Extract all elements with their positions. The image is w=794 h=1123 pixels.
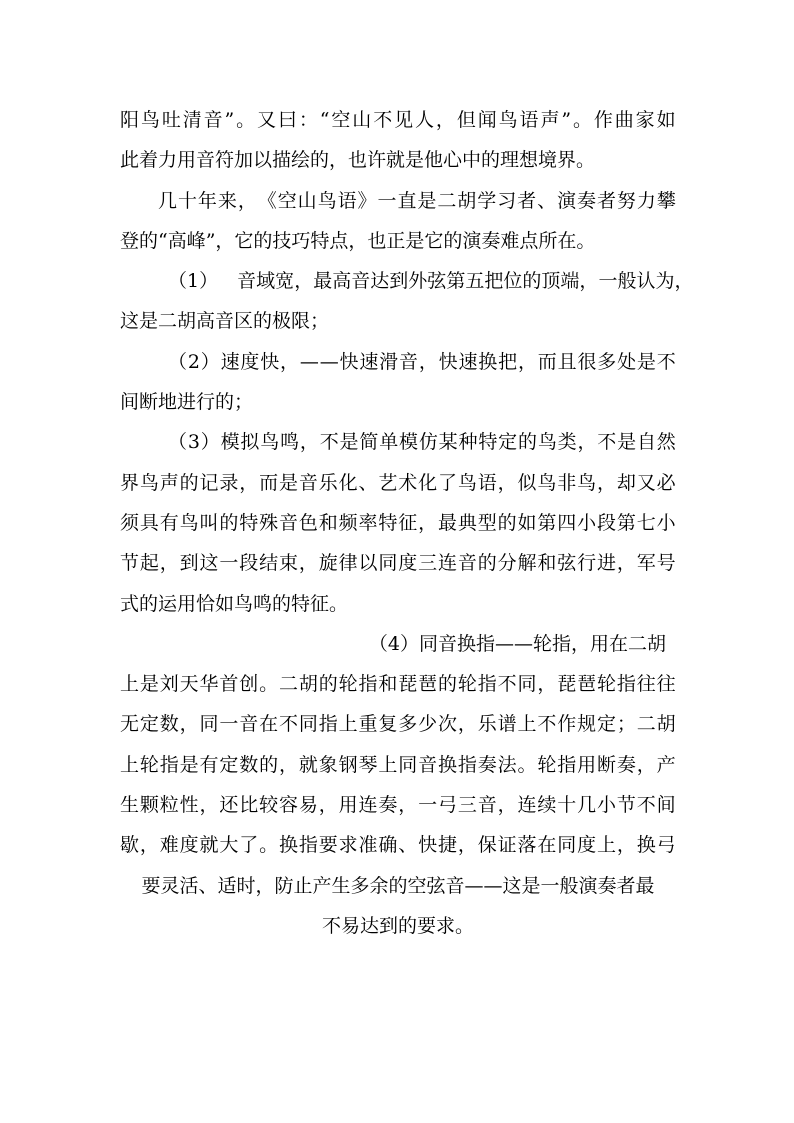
paragraph xyxy=(120,181,676,262)
text-line: 这是二胡高音区的极限； xyxy=(120,310,330,333)
text-line: 界 鸟 声 的 记 录 ， 而 是 音 乐 化 、 艺 术 化 了 鸟 语 ， 似 鸟 非 鸟 ， 却 又 必 xyxy=(120,471,676,494)
text-line: （ 1 ） 音 域 宽 ， 最 高 音 达 到 外 弦 第 五 把 位 的 顶 端 ， 一 般 认 为 ， xyxy=(168,270,694,293)
paragraph xyxy=(120,342,676,423)
text-line: 此着力用音符加以描绘的，也许就是他心中的理想境界。 xyxy=(120,149,596,172)
paragraph xyxy=(120,624,676,946)
text-line: （ 2 ） 速 度 快 ， — — 快 速 滑 音 ， 快 速 换 把 ， 而 且 很 多 处 是 不 xyxy=(168,350,676,373)
text-line: 要灵活、适时，防止产生多余的空弦音——这是一般演奏者最 xyxy=(141,874,655,897)
text-line: 阳 鸟 吐 清 音 ” 。 又 曰 ： “ 空 山 不 见 人 ， 但 闻 鸟 语 声 ” 。 作 曲 家 如 xyxy=(120,109,676,131)
text-line: 生 颗 粒 性 ， 还 比 较 容 易 ， 用 连 奏 ， 一 弓 三 音 ， 连 续 十 几 小 节 不 间 xyxy=(120,794,676,817)
text-line: 节 起 ， 到 这 一 段 结 束 ， 旋 律 以 同 度 三 连 音 的 分 解 和 弦 行 进 ， 军 号 xyxy=(120,552,676,575)
text-line: 几 十 年 来 ， 《 空 山 鸟 语 》 一 直 是 二 胡 学 习 者 、 演 奏 者 努 力 攀 xyxy=(158,189,676,212)
text-line: （4）同音换指——轮指，用在二胡 xyxy=(368,632,666,655)
text-line: 上 轮 指 是 有 定 数 的 ， 就 象 钢 琴 上 同 音 换 指 奏 法 。 轮 指 用 断 奏 ， 产 xyxy=(120,753,676,776)
text-line: 登的“高峰”，它的技巧特点，也正是它的演奏难点所在。 xyxy=(120,229,596,252)
text-line: 歇 ， 难 度 就 大 了 。 换 指 要 求 准 确 、 快 捷 ， 保 证 落 在 同 度 上 ， 换 弓 xyxy=(120,834,676,857)
text-line: 间断地进行的； xyxy=(120,391,254,414)
text-line: 不易达到的要求。 xyxy=(321,914,474,937)
text-line: 无 定 数 ， 同 一 音 在 不 同 指 上 重 复 多 少 次 ， 乐 谱 上 不 作 规 定 ； 二 胡 xyxy=(120,713,676,736)
document-body xyxy=(120,100,694,946)
text-line: 式的运用恰如鸟鸣的特征。 xyxy=(120,592,349,615)
text-line: 须 具 有 鸟 叫 的 特 殊 音 色 和 频 率 特 征 ， 最 典 型 的 如 第 四 小 段 第 七 小 xyxy=(120,511,676,534)
paragraph xyxy=(120,422,676,623)
text-line: （ 3 ） 模 拟 鸟 鸣 ， 不 是 简 单 模 仿 某 种 特 定 的 鸟 类 ， 不 是 自 然 xyxy=(168,431,676,454)
text-line: 上 是 刘 天 华 首 创 。 二 胡 的 轮 指 和 琵 琶 的 轮 指 不 同 ， 琵 琶 轮 指 往 往 xyxy=(120,673,676,696)
paragraph xyxy=(120,100,676,181)
paragraph xyxy=(120,261,694,342)
